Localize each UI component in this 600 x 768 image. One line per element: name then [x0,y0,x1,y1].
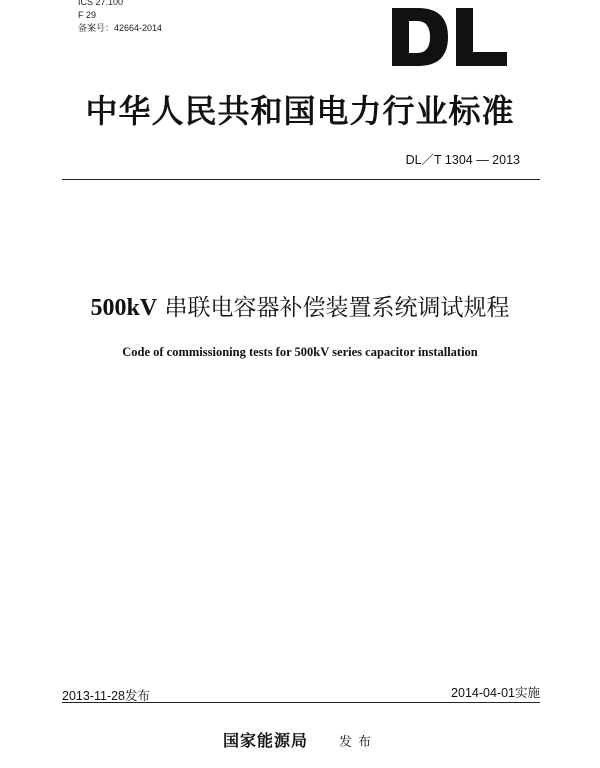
issue-date: 2013-11-28发布 [62,689,151,703]
publish-label: 发布 [339,735,378,750]
dl-logo [392,8,507,66]
record-number: 备案号：42664-2014 [78,23,163,33]
issuing-authority [0,728,600,751]
document-title-english: Code of commissioning tests for 500kV series capacitor installation [122,345,478,359]
ics-code: ICS 27.100 [78,0,124,7]
authority-name: 国家能源局 [222,731,308,750]
document-title-chinese [0,289,600,322]
implementation-date: 2014-04-01实施 [451,686,540,700]
header-metadata [78,0,162,35]
bottom-divider [62,702,540,703]
industry-standard-title: 中华人民共和国电力行业标准 [85,92,515,130]
title-chinese-part: 串联电容器补偿装置系统调试规程 [164,295,510,321]
dl-logo-letter-l [456,8,507,66]
standard-number: DL／T 1304 — 2013 [405,153,520,167]
ccs-code: F 29 [78,10,97,20]
title-number-part: 500kV [90,295,158,321]
dl-logo-letter-d [392,8,448,66]
top-divider [62,179,540,180]
